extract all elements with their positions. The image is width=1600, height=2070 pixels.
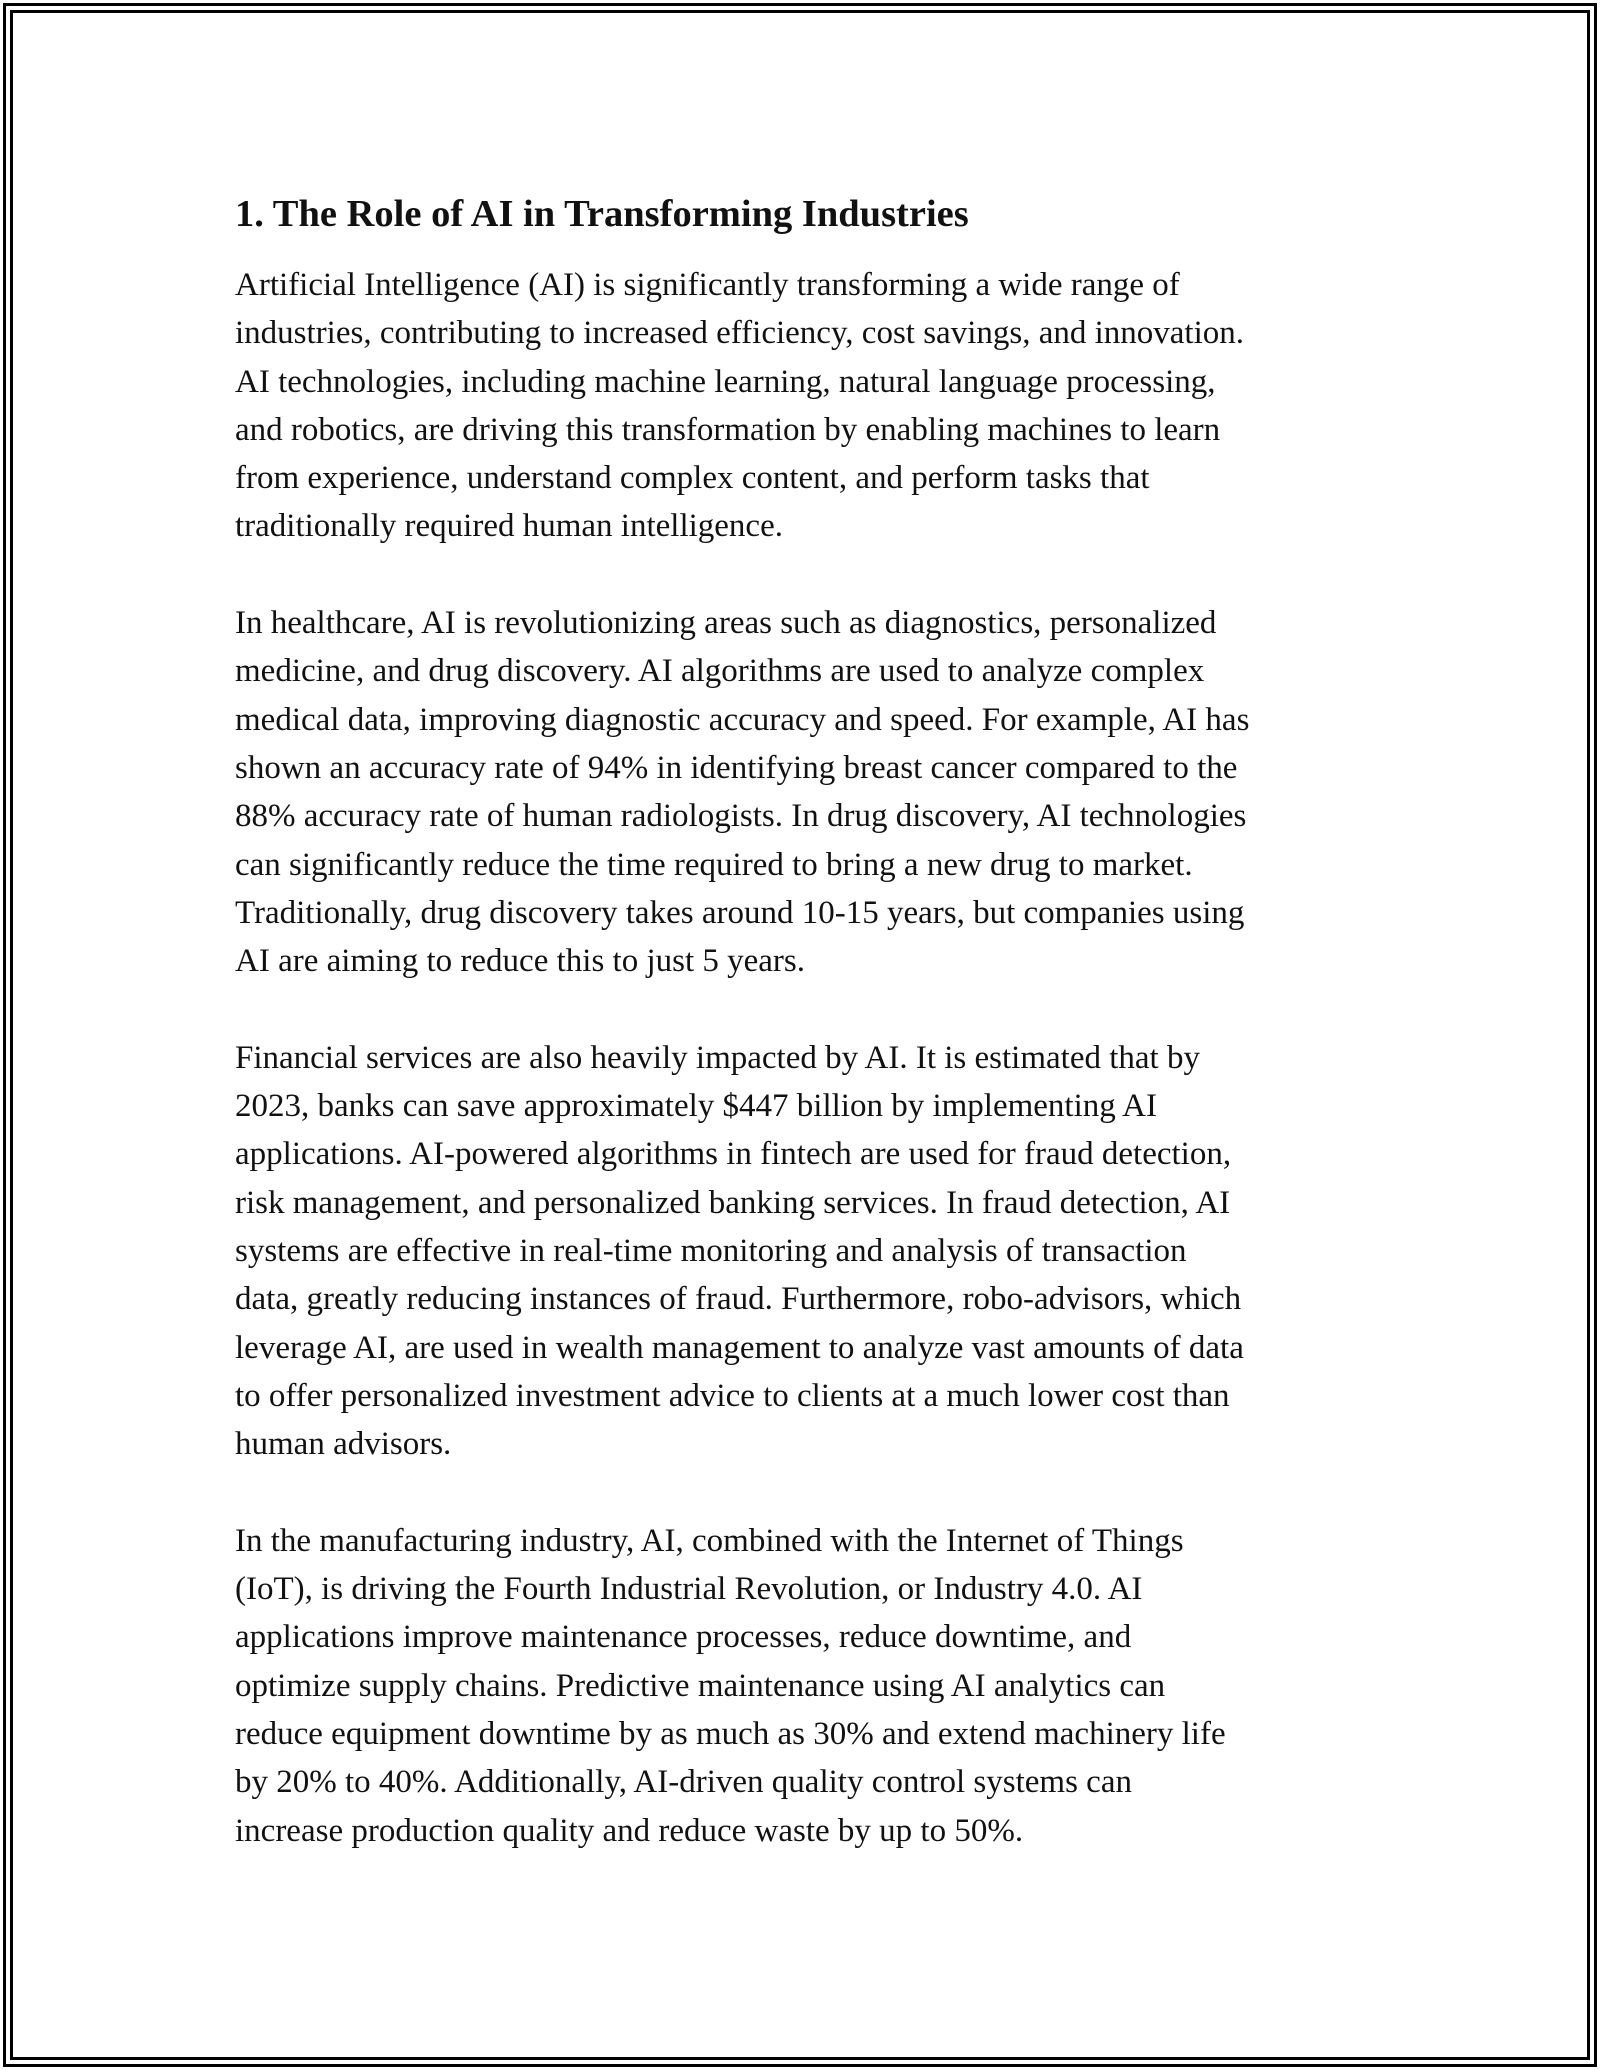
text-line: Traditionally, drug discovery takes around 10-15 years, but companies using [235, 894, 1245, 931]
text-line: 2023, banks can save approximately $447 billion by implementing AI [235, 1088, 1158, 1125]
text-line: reduce equipment downtime by as much as 30% and extend machinery life [235, 1715, 1226, 1752]
paragraph-manufacturing [235, 1517, 1385, 1855]
text-line: Artificial Intelligence (AI) is significantly transforming a wide range of [235, 267, 1180, 303]
text-line: risk management, and personalized banking services. In fraud detection, AI [235, 1184, 1231, 1221]
paragraph-financial-services [235, 1034, 1385, 1469]
text-line: leverage AI, are used in wealth management to analyze vast amounts of data [235, 1329, 1244, 1366]
text-line: human advisors. [235, 1426, 452, 1463]
text-line: medical data, improving diagnostic accuracy and speed. For example, AI has [235, 701, 1250, 738]
text-line: systems are effective in real-time monitoring and analysis of transaction [235, 1232, 1187, 1269]
text-line: optimize supply chains. Predictive maintenance using AI analytics can [235, 1667, 1166, 1704]
text-line: AI are aiming to reduce this to just 5 years. [235, 943, 806, 980]
text-line: can significantly reduce the time required to bring a new drug to market. [235, 846, 1193, 883]
text-line: In healthcare, AI is revolutionizing areas such as diagnostics, personalized [235, 605, 1217, 642]
section-heading: 1. The Role of AI in Transforming Industries [235, 193, 969, 235]
text-line: medicine, and drug discovery. AI algorithms are used to analyze complex [235, 653, 1205, 690]
text-line: data, greatly reducing instances of fraud. Furthermore, robo-advisors, which [235, 1281, 1242, 1318]
paragraph-intro [235, 261, 1385, 551]
paragraph-healthcare [235, 599, 1385, 985]
text-line: shown an accuracy rate of 94% in identifying breast cancer compared to the [235, 749, 1238, 786]
document-body [235, 190, 1385, 1903]
text-line: applications improve maintenance processes, reduce downtime, and [235, 1619, 1132, 1656]
text-line: increase production quality and reduce waste by up to 50%. [235, 1812, 1024, 1849]
text-line: (IoT), is driving the Fourth Industrial Revolution, or Industry 4.0. AI [235, 1571, 1143, 1608]
text-line: from experience, understand complex content, and perform tasks that [235, 460, 1150, 497]
text-line: 88% accuracy rate of human radiologists. In drug discovery, AI technologies [235, 798, 1247, 835]
text-line: traditionally required human intelligence. [235, 508, 783, 545]
text-line: In the manufacturing industry, AI, combined with the Internet of Things [235, 1522, 1184, 1559]
text-line: by 20% to 40%. Additionally, AI-driven quality control systems can [235, 1764, 1132, 1801]
text-line: AI technologies, including machine learning, natural language processing, [235, 363, 1216, 400]
text-line: Financial services are also heavily impacted by AI. It is estimated that by [235, 1039, 1200, 1076]
text-line: industries, contributing to increased efficiency, cost savings, and innovation. [235, 315, 1245, 352]
text-line: to offer personalized investment advice to clients at a much lower cost than [235, 1377, 1230, 1414]
text-line: and robotics, are driving this transformation by enabling machines to learn [235, 411, 1221, 448]
text-line: applications. AI-powered algorithms in fintech are used for fraud detection, [235, 1136, 1232, 1173]
